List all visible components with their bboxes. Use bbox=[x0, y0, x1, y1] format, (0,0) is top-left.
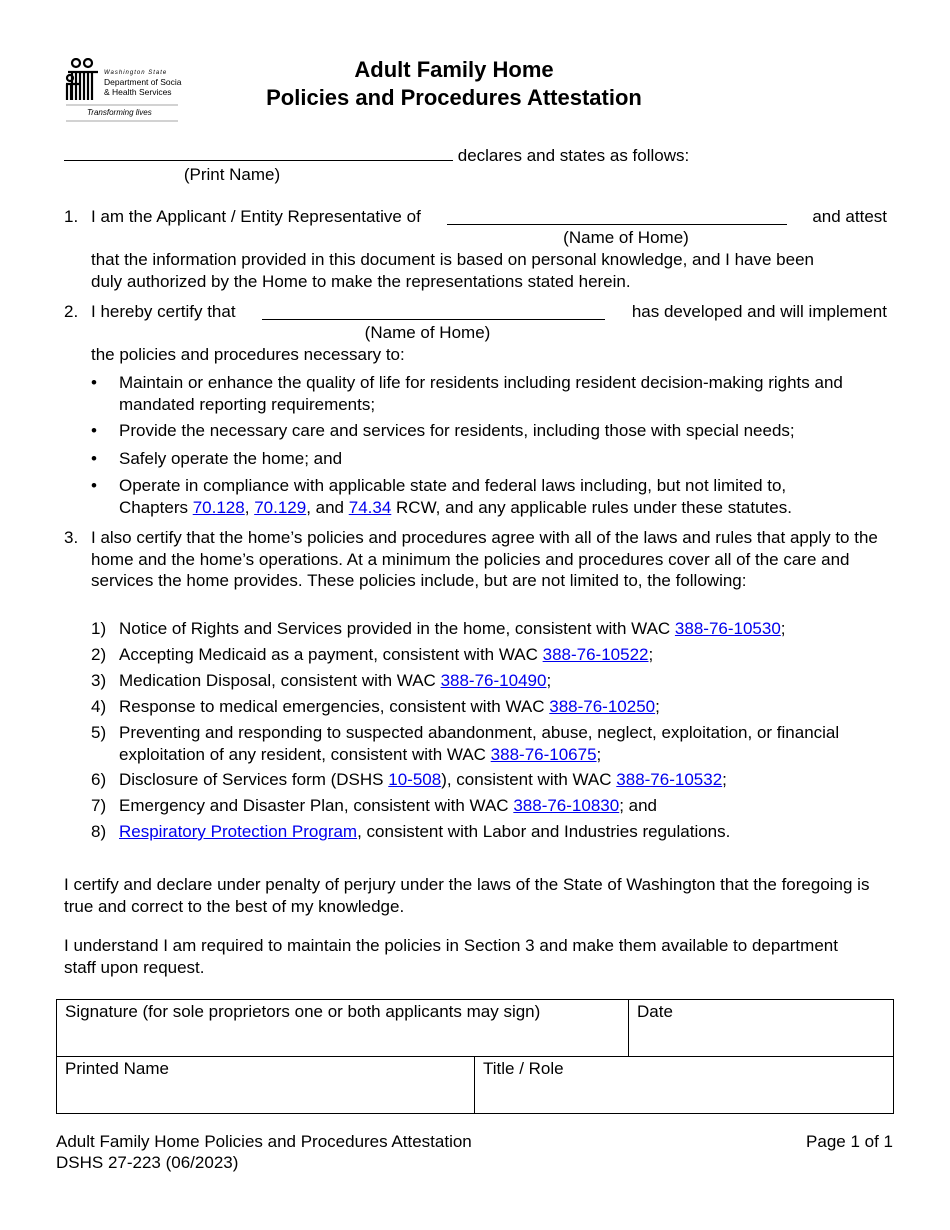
page-title: Adult Family Home bbox=[354, 57, 554, 82]
wac-link[interactable]: 388-76-10522 bbox=[542, 645, 649, 664]
declaration-row bbox=[64, 142, 689, 167]
item2-text: I hereby certify that bbox=[91, 302, 236, 321]
policy-item bbox=[119, 821, 887, 843]
name-of-home-caption: (Name of Home) bbox=[563, 228, 689, 247]
wac-link[interactable]: 388-76-10250 bbox=[549, 697, 656, 716]
wac-link[interactable]: 388-76-10675 bbox=[490, 744, 597, 764]
policy-number: 8) bbox=[91, 822, 107, 841]
policy-text: ), consistent with WAC bbox=[441, 770, 612, 789]
svg-text:Department of Social: Department of Social bbox=[104, 77, 182, 87]
bullet-item bbox=[119, 475, 887, 518]
rcw-70-128-link[interactable]: 70.128 bbox=[192, 497, 245, 517]
print-name-caption: (Print Name) bbox=[183, 165, 281, 184]
signature-table bbox=[56, 999, 894, 1114]
wac-link[interactable]: 388-76-10490 bbox=[440, 671, 547, 690]
certify-statement: I certify and declare under penalty of perjury under the laws of the State of Washington that the foregoing is true and correct to the best of my knowledge. bbox=[64, 875, 870, 916]
svg-text:& Health Services: & Health Services bbox=[104, 87, 172, 97]
rcw-70-129-link[interactable]: 70.129 bbox=[254, 497, 307, 517]
bullet-text: Operate in compliance with applicable state and federal laws including, but not limited to, bbox=[119, 476, 787, 495]
declares-text: declares and states as follows: bbox=[457, 146, 690, 165]
item3-text: I also certify that the home’s policies and procedures agree with all of the laws and rules that apply to the home and the home’s operations. At a minimum the policies and procedures cover all of the care and services the home provides. These policies include, but are not limited to, the following: bbox=[91, 528, 878, 590]
bullet-text: RCW, and any applicable rules under these statutes. bbox=[396, 497, 792, 517]
item-number: 2. bbox=[64, 302, 79, 321]
policy-item bbox=[119, 722, 887, 765]
policy-number: 4) bbox=[91, 697, 107, 716]
policy-number: 6) bbox=[91, 770, 107, 789]
item-number: 3. bbox=[64, 528, 79, 547]
item1-text: I am the Applicant / Entity Representative of bbox=[91, 207, 421, 226]
date-field[interactable] bbox=[629, 1000, 894, 1057]
policy-item bbox=[119, 769, 887, 791]
footer-form-title: Adult Family Home Policies and Procedures Attestation bbox=[56, 1132, 472, 1151]
policy-text: , consistent with Labor and Industries regulations. bbox=[357, 822, 731, 841]
policy-text: ; bbox=[780, 619, 786, 638]
name-of-home-field-1[interactable] bbox=[447, 206, 787, 225]
policy-number: 2) bbox=[91, 645, 107, 664]
policy-text: Notice of Rights and Services provided in the home, consistent with WAC bbox=[119, 619, 671, 638]
dshs-form-link[interactable]: 10-508 bbox=[388, 770, 442, 789]
policy-number: 5) bbox=[91, 723, 107, 742]
policy-item bbox=[119, 618, 887, 640]
bullet-icon: • bbox=[91, 373, 97, 392]
printed-name-field[interactable] bbox=[57, 1057, 475, 1114]
item1-row bbox=[91, 206, 887, 228]
bullet-text: Chapters bbox=[119, 497, 188, 517]
page-subtitle: Policies and Procedures Attestation bbox=[266, 85, 642, 110]
item2-text-end: has developed and will implement bbox=[631, 302, 887, 321]
policy-text: ; and bbox=[619, 796, 658, 815]
policy-text: ; bbox=[722, 770, 727, 789]
policy-number: 1) bbox=[91, 619, 107, 638]
policy-item bbox=[119, 644, 887, 666]
name-of-home-field-2[interactable] bbox=[262, 301, 605, 320]
rcw-74-34-link[interactable]: 74.34 bbox=[348, 497, 392, 517]
policy-text: Disclosure of Services form (DSHS bbox=[119, 770, 384, 789]
policy-text: Accepting Medicaid as a payment, consistent with WAC bbox=[119, 645, 538, 664]
svg-text:Washington State: Washington State bbox=[104, 70, 168, 76]
wac-link[interactable]: 388-76-10530 bbox=[674, 619, 781, 638]
item2-line2: the policies and procedures necessary to: bbox=[91, 345, 405, 364]
wac-link[interactable]: 388-76-10830 bbox=[513, 796, 620, 815]
policy-item bbox=[119, 795, 887, 817]
item1-line3: duly authorized by the Home to make the representations stated herein. bbox=[91, 272, 631, 291]
title-role-field[interactable] bbox=[475, 1057, 894, 1114]
date-label: Date bbox=[637, 1002, 673, 1021]
policy-item bbox=[119, 696, 887, 718]
policy-item bbox=[119, 670, 887, 692]
bullet-item: Provide the necessary care and services for residents, including those with special needs; bbox=[119, 421, 795, 440]
policy-text: ; bbox=[546, 671, 552, 690]
policy-text: Preventing and responding to suspected abandonment, abuse, neglect, exploitation, or financial exploitation of any resident, consistent with WAC bbox=[119, 723, 840, 764]
footer-page-number: Page 1 of 1 bbox=[806, 1132, 893, 1151]
bullet-icon: • bbox=[91, 421, 97, 440]
bullet-item: Maintain or enhance the quality of life for residents including resident decision-making rights and mandated reporting requirements; bbox=[119, 373, 843, 414]
item2-row bbox=[91, 301, 887, 323]
item1-text-end: and attest bbox=[812, 207, 887, 226]
wac-link[interactable]: Respiratory Protection Program bbox=[119, 822, 358, 841]
bullet-icon: • bbox=[91, 476, 97, 495]
svg-text:Transforming lives: Transforming lives bbox=[87, 108, 152, 117]
policy-text: Medication Disposal, consistent with WAC bbox=[119, 671, 436, 690]
policy-number: 7) bbox=[91, 796, 107, 815]
signature-label: Signature (for sole proprietors one or both applicants may sign) bbox=[65, 1002, 541, 1021]
sep: , and bbox=[306, 497, 344, 517]
policy-text: Emergency and Disaster Plan, consistent with WAC bbox=[119, 796, 509, 815]
footer-form-number: DSHS 27-223 (06/2023) bbox=[56, 1153, 239, 1172]
bullet-item: Safely operate the home; and bbox=[119, 449, 343, 468]
bullet-icon: • bbox=[91, 449, 97, 468]
sep: , bbox=[244, 497, 250, 517]
policy-text: ; bbox=[655, 697, 660, 716]
wac-link[interactable]: 388-76-10532 bbox=[616, 770, 723, 789]
item1-line2: that the information provided in this document is based on personal knowledge, and I have been bbox=[91, 250, 814, 269]
item-number: 1. bbox=[64, 207, 79, 226]
policy-text: Response to medical emergencies, consistent with WAC bbox=[119, 697, 545, 716]
policy-number: 3) bbox=[91, 671, 107, 690]
print-name-field[interactable] bbox=[64, 142, 453, 161]
policy-text: ; bbox=[648, 645, 654, 664]
policy-text: ; bbox=[596, 744, 602, 764]
name-of-home-caption: (Name of Home) bbox=[364, 323, 491, 342]
signature-field[interactable] bbox=[57, 1000, 629, 1057]
printed-name-label: Printed Name bbox=[65, 1059, 169, 1078]
title-role-label: Title / Role bbox=[483, 1059, 564, 1078]
understand-statement: I understand I am required to maintain the policies in Section 3 and make them available to department staff upon request. bbox=[64, 936, 838, 977]
